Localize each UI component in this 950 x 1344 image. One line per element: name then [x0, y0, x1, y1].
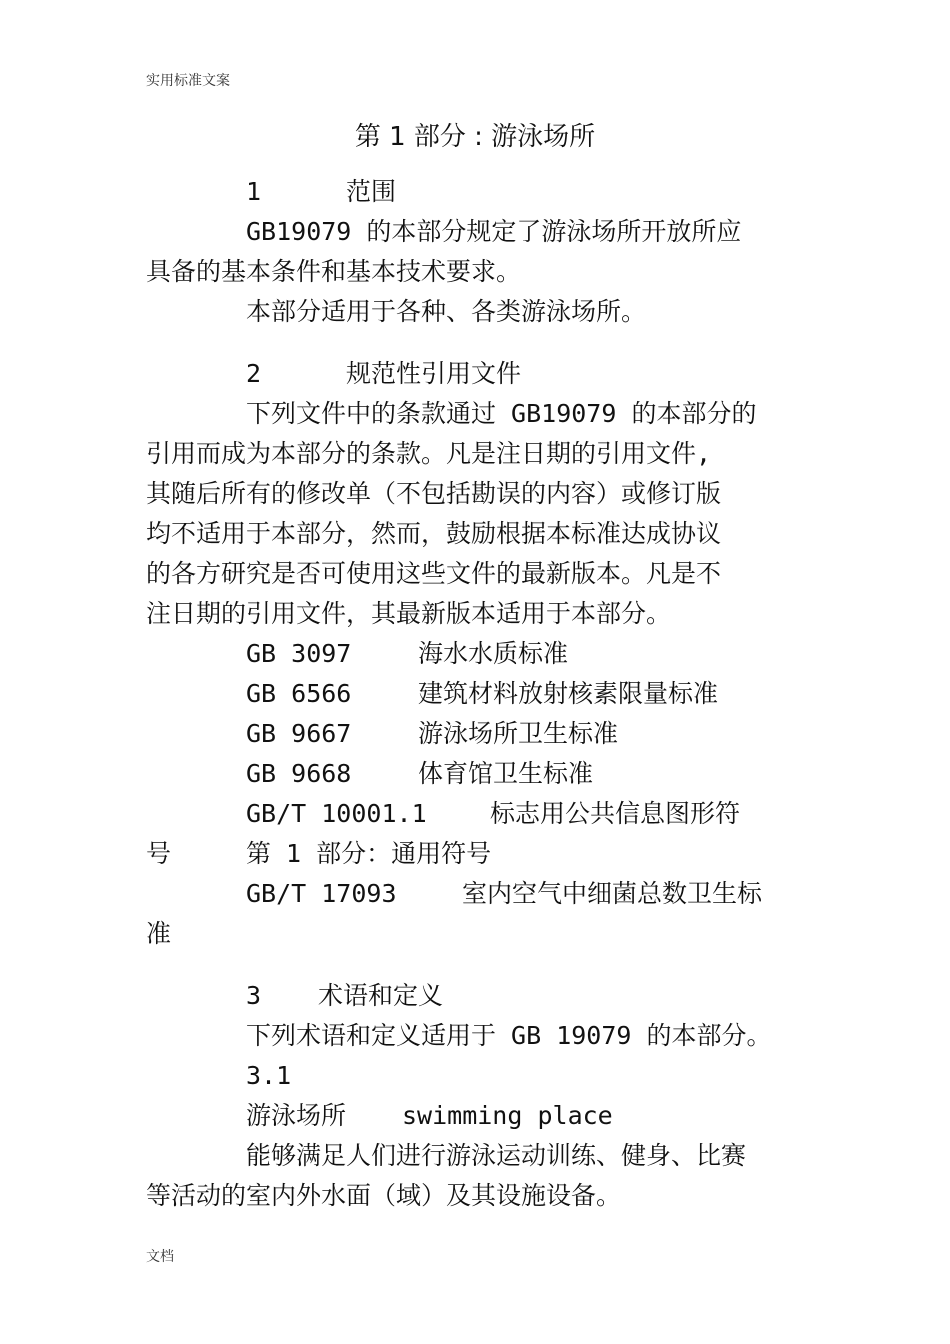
paragraph-line: 下列文件中的条款通过 GB19079 的本部分的: [246, 399, 757, 428]
section-number: 1: [246, 177, 262, 206]
definition-line: 等活动的室内外水面（域）及其设施设备。: [146, 1181, 622, 1210]
wrapped-char: 号: [146, 839, 172, 868]
term-entry: [246, 1096, 613, 1136]
reference-code: GB/T 17093: [246, 879, 397, 908]
definition-line: 能够满足人们进行游泳运动训练、健身、比赛: [246, 1141, 747, 1170]
reference-title: 体育馆卫生标准: [418, 759, 594, 788]
reference-item: [246, 754, 593, 794]
reference-title: 第 1 部分：通用符号: [246, 839, 492, 868]
reference-item: [246, 874, 762, 914]
section-heading-text: 范围: [346, 177, 397, 206]
wrapped-char: 准: [146, 919, 172, 948]
term-english: swimming place: [402, 1101, 613, 1130]
page-header: 实用标准文案: [146, 73, 230, 89]
term-chinese: 游泳场所: [246, 1101, 347, 1130]
page-footer: 文档: [146, 1249, 174, 1265]
reference-code: GB/T 10001.1: [246, 799, 427, 828]
section-heading-text: 术语和定义: [318, 981, 444, 1010]
paragraph-line: 本部分适用于各种、各类游泳场所。: [246, 297, 647, 326]
paragraph-line: 均不适用于本部分，然而，鼓励根据本标准达成协议: [146, 519, 722, 548]
section-number: 2: [246, 359, 262, 388]
reference-item: [246, 634, 568, 674]
reference-title: 游泳场所卫生标准: [418, 719, 619, 748]
reference-title: 海水水质标准: [418, 639, 569, 668]
reference-item: [246, 794, 740, 834]
reference-code: GB 6566: [246, 679, 352, 708]
paragraph-line: 的各方研究是否可使用这些文件的最新版本。凡是不: [146, 559, 722, 588]
reference-title: 标志用公共信息图形符: [490, 799, 741, 828]
section-heading-text: 规范性引用文件: [346, 359, 522, 388]
reference-code: GB 9668: [246, 759, 352, 788]
paragraph-line: 其随后所有的修改单（不包括勘误的内容）或修订版: [146, 479, 722, 508]
section-number: 3: [246, 981, 262, 1010]
reference-code: GB 3097: [246, 639, 352, 668]
paragraph-line: 下列术语和定义适用于 GB 19079 的本部分。: [246, 1021, 772, 1050]
paragraph-line: 具备的基本条件和基本技术要求。: [146, 257, 522, 286]
reference-item: [246, 674, 718, 714]
section-2-heading: [246, 354, 521, 394]
part-title: 第 1 部分 : 游泳场所: [354, 122, 596, 152]
reference-title: 室内空气中细菌总数卫生标: [462, 879, 763, 908]
subsection-number: 3.1: [246, 1061, 292, 1090]
reference-item-continued: [146, 834, 491, 874]
reference-title: 建筑材料放射核素限量标准: [418, 679, 719, 708]
section-3-heading: [246, 976, 443, 1016]
paragraph-line: GB19079 的本部分规定了游泳场所开放所应: [246, 217, 742, 246]
reference-code: GB 9667: [246, 719, 352, 748]
reference-item: [246, 714, 618, 754]
paragraph-line: 引用而成为本部分的条款。凡是注日期的引用文件,: [146, 439, 712, 468]
paragraph-line: 注日期的引用文件，其最新版本适用于本部分。: [146, 599, 672, 628]
section-1-heading: [246, 172, 396, 212]
